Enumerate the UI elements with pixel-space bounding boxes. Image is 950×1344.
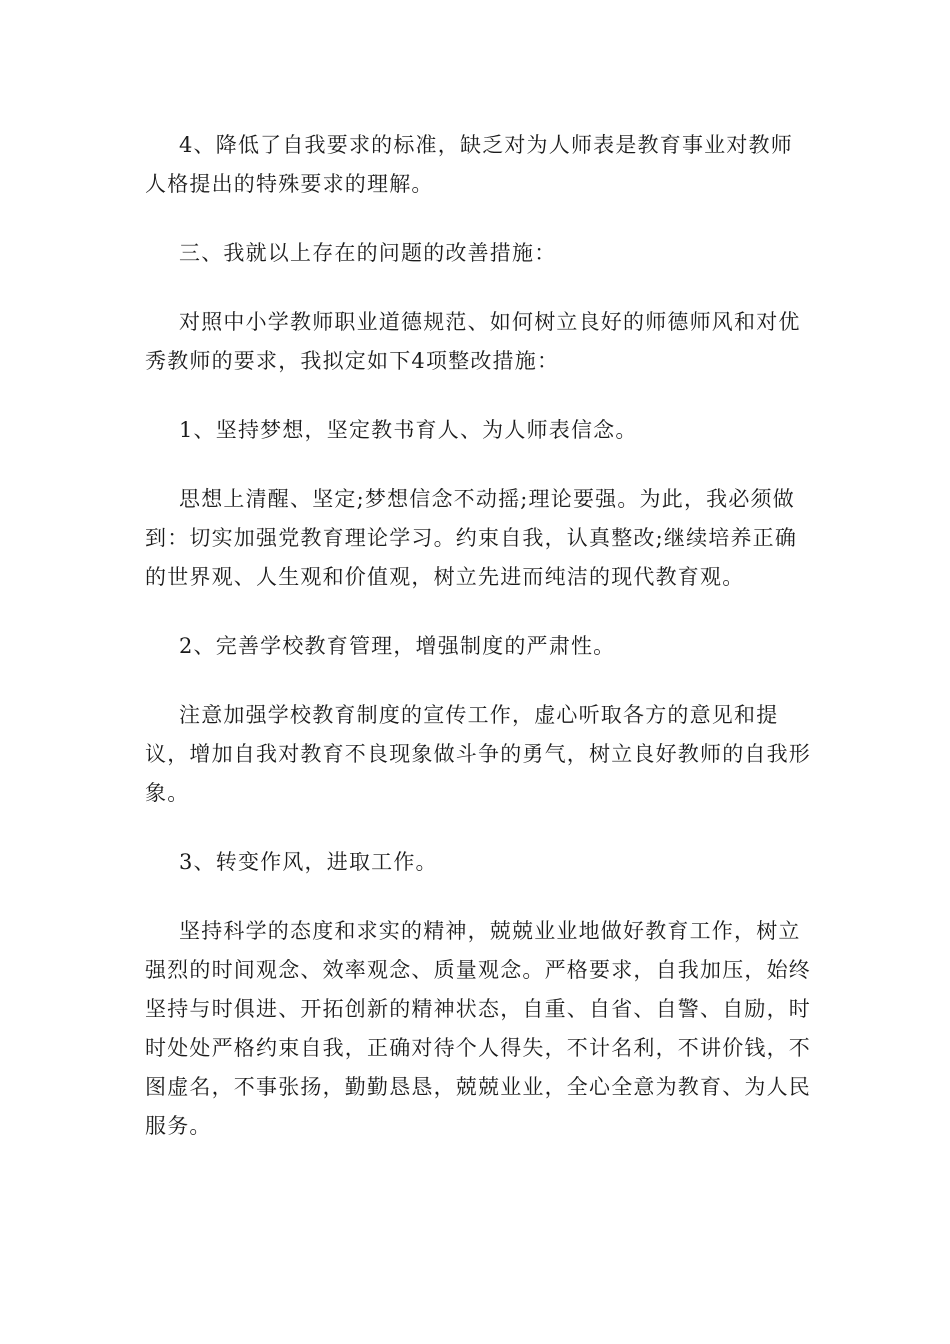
paragraph-item-4-standard: 4、降低了自我要求的标准，缺乏对为人师表是教育事业对教师人格提出的特殊要求的理解。	[145, 133, 793, 196]
measure-heading-3: 3、转变作风，进取工作。	[179, 850, 438, 874]
measure-body-3: 坚持科学的态度和求实的精神，兢兢业业地做好教育工作，树立强烈的时间观念、效率观念、质量观念。严格要求，自我加压，始终坚持与时俱进、开拓创新的精神状态，自重、自省、自警、自励，时时处处严格约束自我，正确对待个人得失，不计名利，不讲价钱，不图虚名，不事张扬，勤勤恳恳，兢兢业业，全心全意为教育、为人民服务。	[145, 919, 811, 1138]
measure-heading-2: 2、完善学校教育管理，增强制度的严肃性。	[179, 634, 616, 658]
section-heading-measures: 三、我就以上存在的问题的改善措施：	[179, 241, 557, 265]
measure-body-2: 注意加强学校教育制度的宣传工作，虚心听取各方的意见和提议，增加自我对教育不良现象做斗争的勇气，树立良好教师的自我形象。	[145, 703, 811, 805]
paragraph-intro-measures: 对照中小学教师职业道德规范、如何树立良好的师德师风和对优秀教师的要求，我拟定如下4项整改措施：	[145, 310, 801, 373]
measure-heading-1: 1、坚持梦想，坚定教书育人、为人师表信念。	[179, 418, 638, 442]
measure-body-1: 思想上清醒、坚定;梦想信念不动摇;理论要强。为此，我必须做到：切实加强党教育理论学习。约束自我，认真整改;继续培养正确的世界观、人生观和价值观，树立先进而纯洁的现代教育观。	[145, 487, 798, 589]
document-body	[145, 126, 815, 1176]
